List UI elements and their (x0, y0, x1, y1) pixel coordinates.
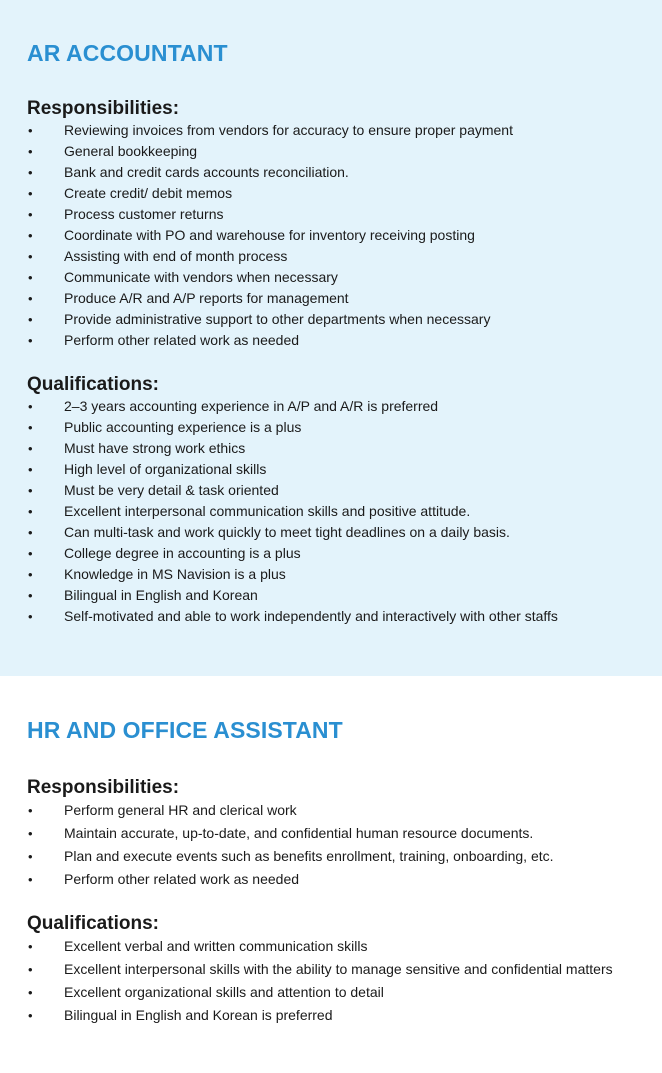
bullet-icon: • (28, 249, 33, 264)
list-item (27, 1004, 662, 1027)
bullet-icon: • (28, 803, 33, 818)
list-item (27, 868, 662, 891)
list-item-text: Produce A/R and A/P reports for management (64, 290, 349, 306)
list-item (27, 141, 662, 162)
list-item-text: 2–3 years accounting experience in A/P and A/R is preferred (64, 398, 439, 414)
bullet-icon: • (28, 504, 33, 519)
bullet-icon: • (28, 207, 33, 222)
list-item (27, 935, 662, 958)
list-item-text: Excellent verbal and written communication skills (64, 938, 368, 954)
list-item (27, 958, 662, 981)
list-item (27, 330, 662, 351)
list-item-text: General bookkeeping (64, 143, 198, 159)
bullet-icon: • (28, 312, 33, 327)
list-item-text: Reviewing invoices from vendors for accuracy to ensure proper payment (64, 122, 513, 138)
job-title-hr-office-assistant: HR AND OFFICE ASSISTANT (27, 717, 343, 743)
qualifications-heading: Qualifications: (27, 374, 159, 395)
list-item (27, 585, 662, 606)
bullet-icon: • (28, 849, 33, 864)
bullet-icon: • (28, 144, 33, 159)
list-item-text: Bank and credit cards accounts reconciliation. (64, 164, 349, 180)
list-item-text: High level of organizational skills (64, 461, 267, 477)
list-item (27, 564, 662, 585)
list-item-text: Excellent interpersonal communication skills and positive attitude. (64, 503, 471, 519)
list-item (27, 396, 662, 417)
list-item-text: College degree in accounting is a plus (64, 545, 301, 561)
list-item (27, 522, 662, 543)
list-item-text: Bilingual in English and Korean is preferred (64, 1007, 333, 1023)
hr-office-assistant-section (0, 676, 662, 1073)
bullet-icon: • (28, 462, 33, 477)
list-item-text: Bilingual in English and Korean (64, 587, 258, 603)
list-item (27, 543, 662, 564)
list-item (27, 799, 662, 822)
list-item-text: Provide administrative support to other departments when necessary (64, 311, 491, 327)
bullet-icon: • (28, 165, 33, 180)
list-item-text: Perform other related work as needed (64, 871, 300, 887)
bullet-icon: • (28, 228, 33, 243)
list-item (27, 309, 662, 330)
list-item (27, 459, 662, 480)
list-item (27, 845, 662, 868)
bullet-icon: • (28, 123, 33, 138)
list-item (27, 204, 662, 225)
responsibilities-heading: Responsibilities: (27, 98, 180, 119)
bullet-icon: • (28, 985, 33, 1000)
list-item (27, 822, 662, 845)
bullet-icon: • (28, 546, 33, 561)
list-item (27, 267, 662, 288)
list-item (27, 438, 662, 459)
bullet-icon: • (28, 420, 33, 435)
list-item (27, 606, 662, 627)
qualifications-list (27, 935, 662, 1027)
bullet-icon: • (28, 333, 33, 348)
list-item-text: Coordinate with PO and warehouse for inventory receiving posting (64, 227, 475, 243)
list-item (27, 981, 662, 1004)
bullet-icon: • (28, 1008, 33, 1023)
list-item-text: Must be very detail & task oriented (64, 482, 279, 498)
list-item-text: Perform other related work as needed (64, 332, 300, 348)
bullet-icon: • (28, 939, 33, 954)
list-item (27, 480, 662, 501)
responsibilities-list (27, 799, 662, 891)
list-item-text: Process customer returns (64, 206, 224, 222)
bullet-icon: • (28, 483, 33, 498)
list-item (27, 183, 662, 204)
bullet-icon: • (28, 609, 33, 624)
list-item (27, 246, 662, 267)
qualifications-list (27, 396, 662, 627)
bullet-icon: • (28, 588, 33, 603)
job-title-ar-accountant: AR ACCOUNTANT (27, 40, 228, 66)
bullet-icon: • (28, 525, 33, 540)
list-item-text: Perform general HR and clerical work (64, 802, 297, 818)
bullet-icon: • (28, 441, 33, 456)
list-item-text: Communicate with vendors when necessary (64, 269, 338, 285)
list-item-text: Plan and execute events such as benefits enrollment, training, onboarding, etc. (64, 848, 554, 864)
bullet-icon: • (28, 962, 33, 977)
bullet-icon: • (28, 826, 33, 841)
bullet-icon: • (28, 399, 33, 414)
list-item-text: Excellent interpersonal skills with the ability to manage sensitive and confidential matters (64, 961, 613, 977)
list-item-text: Maintain accurate, up-to-date, and confidential human resource documents. (64, 825, 534, 841)
list-item (27, 501, 662, 522)
list-item-text: Knowledge in MS Navision is a plus (64, 566, 286, 582)
list-item-text: Excellent organizational skills and attention to detail (64, 984, 384, 1000)
qualifications-heading: Qualifications: (27, 913, 159, 934)
list-item (27, 417, 662, 438)
list-item-text: Assisting with end of month process (64, 248, 288, 264)
list-item-text: Must have strong work ethics (64, 440, 246, 456)
list-item (27, 120, 662, 141)
responsibilities-list (27, 120, 662, 351)
list-item (27, 288, 662, 309)
list-item-text: Create credit/ debit memos (64, 185, 233, 201)
list-item (27, 162, 662, 183)
list-item (27, 225, 662, 246)
list-item-text: Self-motivated and able to work independently and interactively with other staffs (64, 608, 558, 624)
list-item-text: Public accounting experience is a plus (64, 419, 302, 435)
bullet-icon: • (28, 270, 33, 285)
list-item-text: Can multi-task and work quickly to meet tight deadlines on a daily basis. (64, 524, 510, 540)
bullet-icon: • (28, 567, 33, 582)
bullet-icon: • (28, 186, 33, 201)
bullet-icon: • (28, 291, 33, 306)
bullet-icon: • (28, 872, 33, 887)
responsibilities-heading: Responsibilities: (27, 777, 180, 798)
